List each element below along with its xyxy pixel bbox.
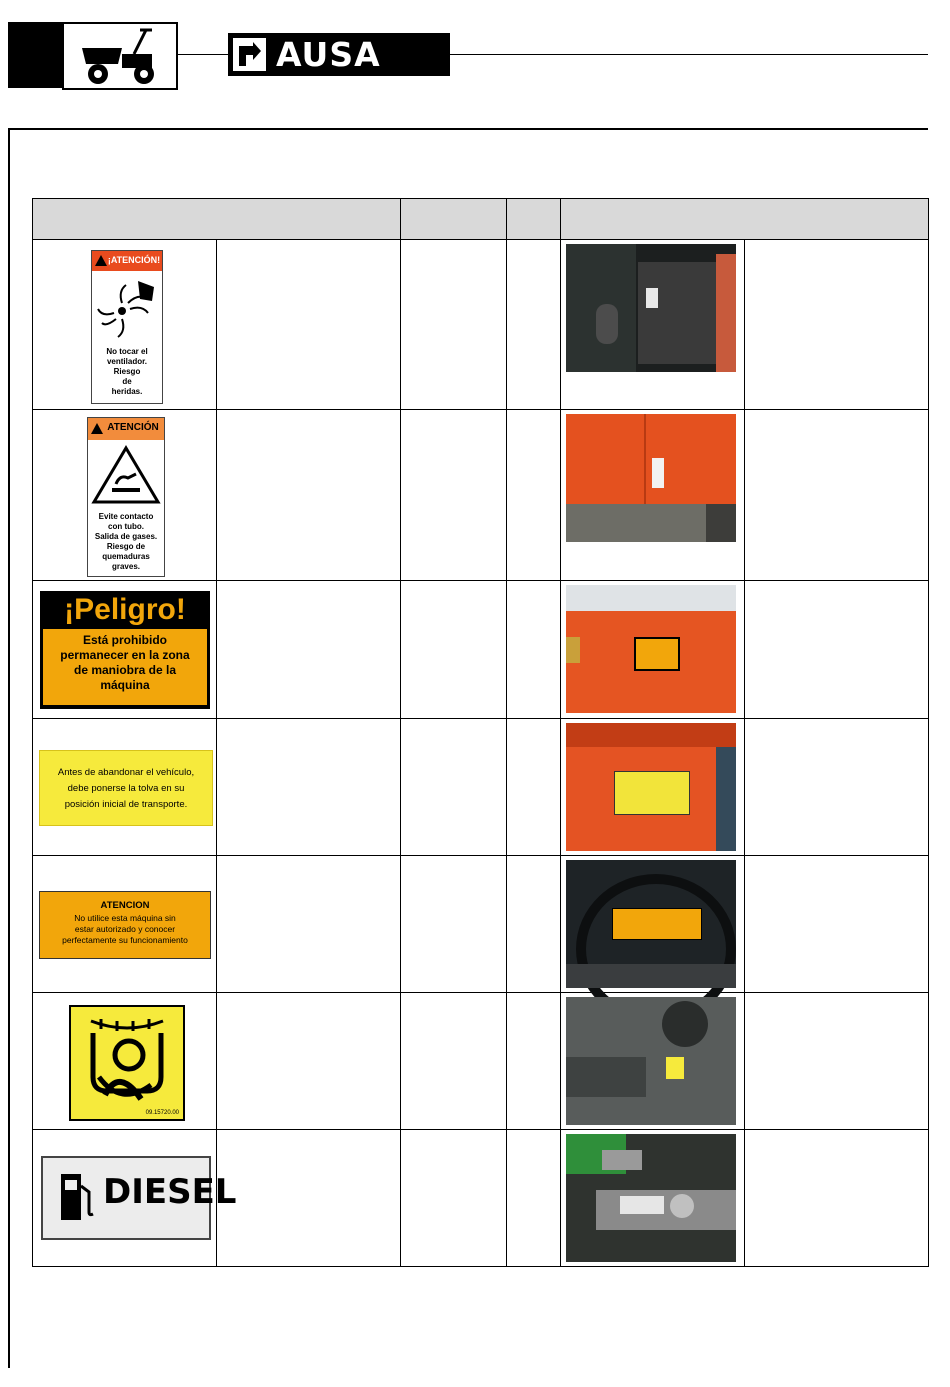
reference-cell <box>401 1130 507 1267</box>
fan-hand-icon <box>92 273 162 345</box>
label-cell <box>33 581 217 719</box>
label-cell <box>33 410 217 581</box>
dumper-icon <box>62 22 178 90</box>
label-cell <box>33 719 217 856</box>
label-line: de <box>122 377 132 386</box>
quantity-cell <box>507 856 561 993</box>
label-title: ATENCIÓN <box>107 422 159 433</box>
hazard-symbol-icon <box>71 1007 183 1119</box>
notes-cell <box>745 1130 929 1267</box>
table-row <box>33 856 929 993</box>
label-cell <box>33 1130 237 1267</box>
label-line: estar autorizado y conocer <box>74 924 176 934</box>
reference-cell <box>401 993 507 1130</box>
label-text-area <box>43 629 207 705</box>
label-banner <box>88 418 164 440</box>
frame-top-rule <box>8 128 928 130</box>
quantity-cell <box>507 719 561 856</box>
description-cell <box>217 993 401 1130</box>
quantity-cell <box>507 240 561 410</box>
table-header-row <box>33 199 929 240</box>
ausa-logo-text: AUSA <box>276 35 381 74</box>
header-col-label <box>33 199 401 240</box>
peligro-label <box>40 591 210 709</box>
label-line: No utilice esta máquina sin <box>74 913 176 923</box>
location-photo <box>566 723 736 851</box>
authorised-use-label <box>39 891 211 959</box>
description-cell <box>217 1130 401 1267</box>
reference-cell <box>401 856 507 993</box>
table-row <box>33 993 929 1130</box>
label-line: debe ponerse la tolva en su <box>67 783 185 794</box>
location-photo-cell <box>561 581 745 719</box>
location-photo <box>566 244 736 372</box>
ausa-logo-mark <box>233 38 266 71</box>
header-col-reference <box>401 199 507 240</box>
notes-cell <box>745 240 929 410</box>
label-cell <box>33 240 217 410</box>
notes-cell <box>745 581 929 719</box>
hot-surface-icon <box>88 444 164 508</box>
location-photo <box>566 860 736 988</box>
description-cell <box>217 719 401 856</box>
label-line: Riesgo de <box>106 542 146 551</box>
location-photo-cell <box>561 993 745 1130</box>
label-line: permanecer en la zona <box>60 648 190 662</box>
caution-symbol-label <box>69 1005 185 1121</box>
notes-cell <box>745 410 929 581</box>
header-col-location <box>561 199 929 240</box>
label-line: Está prohibido <box>83 633 167 647</box>
table-row <box>33 581 929 719</box>
table-row <box>33 719 929 856</box>
label-cell <box>33 993 217 1130</box>
location-photo <box>566 414 736 542</box>
location-photo-cell <box>561 1130 745 1267</box>
label-title: DIESEL <box>103 1172 237 1212</box>
label-text <box>43 633 207 693</box>
table-row <box>33 240 929 410</box>
location-photo-cell <box>561 719 745 856</box>
frame-left-rule <box>8 128 10 1368</box>
location-photo <box>566 585 736 713</box>
header-black-block <box>8 22 62 88</box>
table-row <box>33 1130 929 1267</box>
ausa-logo <box>228 33 450 76</box>
label-code: 09.15720.00 <box>145 1110 179 1116</box>
quantity-cell <box>507 581 561 719</box>
quantity-cell <box>507 1130 561 1267</box>
reference-cell <box>401 581 507 719</box>
diesel-label <box>41 1156 237 1240</box>
label-line: quemaduras <box>102 552 150 561</box>
header-col-quantity <box>507 199 561 240</box>
label-text <box>92 347 162 397</box>
label-text <box>40 913 210 946</box>
table-row <box>33 410 929 581</box>
location-photo <box>566 1134 736 1262</box>
label-line: Evite contacto <box>98 512 154 521</box>
label-title: ¡Peligro! <box>64 593 186 626</box>
label-title: ATENCION <box>100 900 150 911</box>
reference-cell <box>401 240 507 410</box>
label-banner <box>92 251 162 271</box>
location-photo <box>566 997 736 1125</box>
label-line: perfectamente su funcionamiento <box>62 935 188 945</box>
label-line: graves. <box>111 562 141 571</box>
quantity-cell <box>507 410 561 581</box>
label-line: heridas. <box>111 387 143 396</box>
label-line: Salida de gases. <box>94 532 158 541</box>
description-cell <box>217 856 401 993</box>
fan-warning-label <box>91 250 163 404</box>
label-line: No tocar el <box>106 347 148 356</box>
notes-cell <box>745 719 929 856</box>
label-line: con tubo. <box>108 522 144 531</box>
label-line: posición inicial de transporte. <box>64 799 188 810</box>
label-title: ¡ATENCIÓN! <box>107 255 161 265</box>
label-text <box>40 765 212 813</box>
label-line: Antes de abandonar el vehículo, <box>57 767 195 778</box>
label-cell <box>33 856 217 993</box>
location-photo-cell <box>561 856 745 993</box>
location-photo-cell <box>561 410 745 581</box>
label-line: de maniobra de la <box>73 663 177 677</box>
exhaust-warning-label <box>87 417 165 577</box>
safety-labels-table <box>32 198 929 1267</box>
label-text <box>88 512 164 572</box>
notes-cell <box>745 993 929 1130</box>
fuel-pump-icon <box>57 1170 97 1226</box>
description-cell <box>217 240 401 410</box>
reference-cell <box>401 410 507 581</box>
label-line: ventilador. <box>106 357 147 366</box>
label-line: máquina <box>100 678 150 692</box>
reference-cell <box>401 719 507 856</box>
notes-cell <box>745 856 929 993</box>
quantity-cell <box>507 993 561 1130</box>
description-cell <box>217 410 401 581</box>
location-photo-cell <box>561 240 745 410</box>
hopper-position-label <box>39 750 213 826</box>
description-cell <box>217 581 401 719</box>
label-line: Riesgo <box>113 367 141 376</box>
